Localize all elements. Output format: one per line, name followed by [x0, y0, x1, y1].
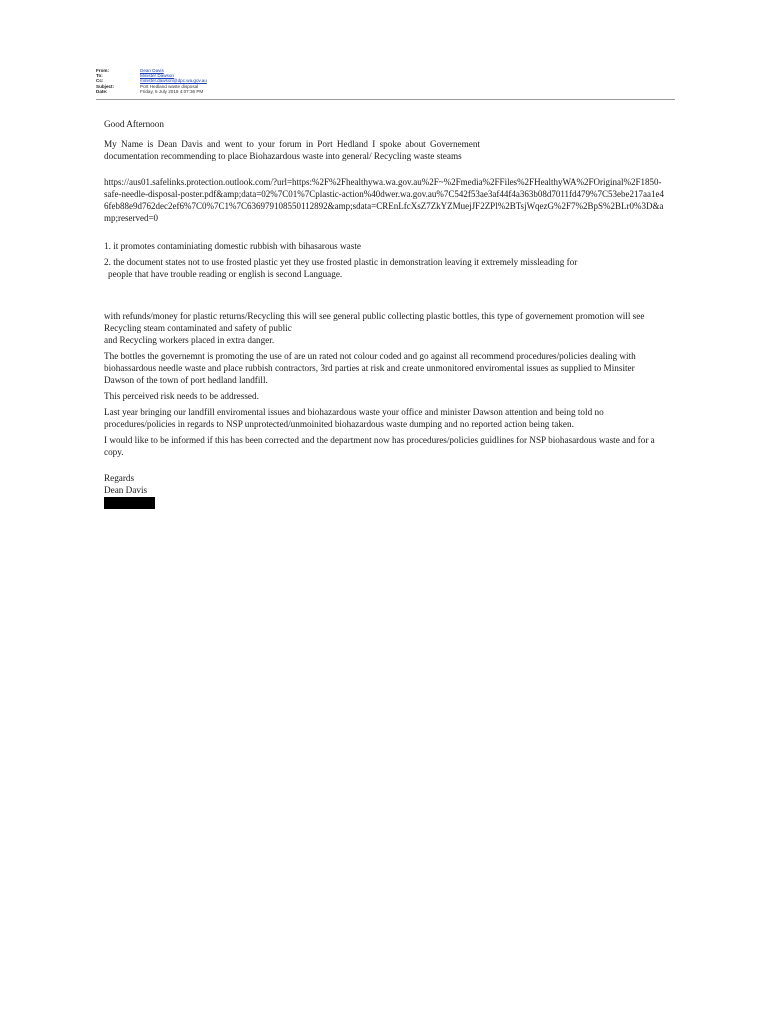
paragraph-risk: This perceived risk needs to be addressed.	[104, 391, 259, 401]
subject-value: Port Hedland waste disposal	[140, 83, 199, 89]
date-label: Date:	[96, 88, 108, 94]
safelink-url[interactable]: https://aus01.safelinks.protection.outlook.com/?url=https:%2F%2Fhealthywa.wa.gov.au%2F~%2Fmedia%2FFiles%2FHealthyWA%2FOriginal%2F1850-safe-needle-disposal-poster.pdf&amp;data=02%7C01%7Cplastic-action%40dwer.wa.gov.au%7C542f53ae3af44f4a363b08d7011fd479%7C53ebe217aa1e46feb88e9d762dec2ef6%7C0%7C1%7C636979108550112892&amp;sdata=CREnLfcXsZ7ZkYZMuejJF2ZPl%2BTsjWqezG%2F7%2BpS%2BLr0%3D&amp;reserved=0	[104, 177, 665, 223]
subject-label: Subject:	[96, 83, 115, 89]
from-label: From:	[96, 68, 110, 73]
paragraph-request: I would like to be informed if this has been corrected and the department now has procedures/policies guidlines for NSP biohasardous waste and for a copy.	[104, 435, 655, 457]
list-item-2-line2: people that have trouble reading or english is second Language.	[108, 269, 343, 279]
signature-name: Dean Davis	[104, 485, 148, 495]
date-value: Friday, 5 July 2019 4:07:36 PM	[140, 88, 204, 94]
paragraph-bottles: The bottles the governemnt is promoting the use of are un rated not colour coded and go against all recommend procedures/policies dealing with biohassardous needle waste and place rubbish contractors, 3rd parties at risk and create unmonitored enviromental issues as supplied to Minsiter Dawson of the town of port hedland landfill.	[104, 351, 636, 385]
email-header	[96, 68, 496, 94]
redaction-block	[104, 497, 155, 509]
regards: Regards	[104, 473, 135, 483]
cc-label: Cc:	[96, 78, 104, 84]
to-value[interactable]: Minister Dawson	[140, 73, 174, 79]
list-item-2	[104, 256, 664, 280]
list-item-1: 1. it promotes contaminiating domestic rubbish with bihasarous waste	[104, 241, 361, 251]
cc-value[interactable]: minister.dawson@dpc.wa.gov.au	[140, 78, 207, 84]
greeting: Good Afternoon	[104, 119, 164, 129]
to-label: To:	[96, 73, 103, 79]
sign-off	[104, 472, 664, 509]
paragraph-refunds: with refunds/money for plastic returns/Recycling this will see general public collecting plastic bottles, this type of governement promotion will see Recycling steam contaminated and safety of public	[104, 311, 645, 333]
intro-paragraph: My Name is Dean Davis and went to your forum in Port Hedland I spoke about Governement documentation recommending to place Biohazardous waste into general/ Recycling waste steams	[104, 139, 480, 161]
header-divider	[96, 99, 675, 100]
paragraph-refunds-cont: and Recycling workers placed in extra danger.	[104, 335, 275, 345]
list-item-2-line1: 2. the document states not to use frosted plastic yet they use frosted plastic in demonstration leaving it extremely missleading for	[104, 257, 578, 267]
email-body	[104, 118, 664, 509]
from-value[interactable]: Dean Davis	[140, 68, 164, 73]
paragraph-last-year: Last year bringing our landfill enviromental issues and biohazardous waste your office and minister Dawson attention and being told no procedures/policies in regards to NSP unprotected/unmoinited biohazardous waste dumping and no reported action being taken.	[104, 407, 604, 429]
date-row	[96, 89, 496, 94]
